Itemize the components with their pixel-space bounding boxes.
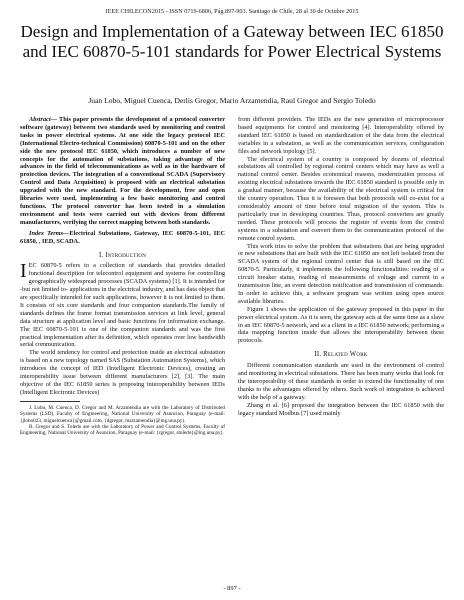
index-terms-label: Index Terms— <box>29 229 70 237</box>
right-paragraph-6: Zhang et al. [6] proposed the integration between the IEC 61850 with the legacy standard Modbus [7] used mainly <box>238 401 444 417</box>
paper-title: Design and Implementation of a Gateway between IEC 61850 and IEC 60870-5-101 standards for Power Electrical Systems <box>20 22 444 61</box>
right-paragraph-3: This work tries to solve the problem that substations that are being upgraded or new substations that are built with the IEC 61850 are not left isolated from the SCADA system of the regional control center that is still based on the IEC 60870-5. Particularly, it implements the following functionalities: reading of a circuit breaker status, reading of measurements of voltage and current in a transmission line, an event detection notification and transmission of commands. In order to achieve this, a software program was written using open source available libraries. <box>238 242 444 305</box>
section-heading-introduction: I. Introduction <box>98 251 147 259</box>
right-paragraph-2: The electrical system of a country is composed by dozens of electrical substations all controlled by regional control centers which may have as well a national control center. Besides economical reasons, modernization process of existing electrical substations towards the IEC 61850 standard is possible only in a gradual manner, because the availability of the electrical system is critical for the country operation. Thus it is foreseen that both protocols will co-exist for a considerably amount of time before total migration of the system. This is particularly true in developing countries. Thus, protocol converters are greatly needed. These protocols will process the register of events from the control systems in a substation and convert them to the communication protocol of the remote control system. <box>238 155 444 242</box>
drop-cap: I <box>20 260 27 283</box>
section-heading-related-work: II. Related Work <box>314 351 368 359</box>
index-terms-text: Electrical Substations, Gateway, IEC 60870-5-101, IEC 61850, , IED, SCADA. <box>20 229 225 245</box>
index-terms <box>20 230 225 246</box>
abstract <box>20 116 225 227</box>
footnote-affiliation-1: J. Lobo, M. Cuenca, D. Gregor and M. Arzamendia are with the Laboratory of Distributed Systems (LSD), Faculty of Engineering, National University of Asuncion, Paraguay (e-mail: {jlobo023, miguelcuenca}@gmail.com, {dgregor, marzamendia}@ing.una.py). <box>20 404 225 424</box>
left-column <box>20 116 225 576</box>
right-paragraph-4: Figure 1 shows the application of the gateway proposed in this paper in the power electrical system. As it is seen, the gateway acts at the same time as a slave in an IEC 60870-5 network, and as a client in a IEC 61850 network; performing a data mapping function inside that allows the interoperability between these protocols. <box>238 305 444 345</box>
abstract-text: This paper presents the development of a protocol converter software (gateway) between two standards used by monitoring and control tasks in power electrical systems. At one side the legacy protocol IEC (International Electro-technical Commission) 60870-5-101 and on the other side the new protocol IEC 61850, which introduces a number of new concepts for the automation of substations, taking advantage of the advances in the field of telecommunications as well as in the hardware of protection devices. The integration of a conventional SCADA (Supervisory Control and Data Acquisition) is proposed with an electrical substation upgraded with the new standard. For the development, free and open libraries were used, implementing a few basic monitoring and control functions. The protocol converter has been tested in a simulation environment and tests were carried out with devices from different manufacturers, verifying the correct mapping between both standards. <box>20 116 225 226</box>
intro-paragraph-1 <box>20 262 225 349</box>
right-paragraph-5: Different communication standards are used in the environment of control and monitoring in electrical substations. There has been many works that look for the interoperability of these standards in order to extend the functionality of one thanks to the advantages offered by others. Such work of integration is achieved with the help of a gateway. <box>238 362 444 401</box>
footnote-affiliation-2: R. Gregor and S. Toledo are with the Laboratory of Power and Control Systems, Faculty of Engineering, National University of Asuncion, Paraguay (e-mail: {rgregor, stoledo}@ing.una.py). <box>20 424 225 437</box>
right-paragraph-1: from different providers. The IEDs are the new generation of microprocessor based equipments for control and monitoring [4]. Interoperability offered by standard IEC 61850 is based on standardization of the data from the electrical variables in a substation, as well as the communication services, configuration files and network topology [5]. <box>238 116 444 155</box>
intro-paragraph-1-text: EC 60870-5 refers to a collection of standards that provides detailed functional description for telecontrol equipment and systems for controlling geographically widespread processes (SCADA systems) [1]. It is intended for -but not limited to- applications in the electrical industry, and has data object that are specifically intended for such applications, however it is not limited to them. It consists of six core standards and four companion standards.The family of standards defines the frame format transmission services at link level, general data structure at application level and basic functions for information exchange. The IEC 60870-5-101 is one of the companion standards and was the first practical implementation after its definition, which operates over low bandwidth serial communication. <box>20 262 225 349</box>
page-number: - 897 - <box>223 585 241 592</box>
running-header: IEEE CHILECON2015 - ISSN 0719-6806, Pág.897-903. Santiago de Chile, 28 al 30 de Octubre 2015 <box>105 8 359 15</box>
abstract-label: Abstract— <box>29 116 57 123</box>
right-column <box>238 116 444 578</box>
author-list: Juan Lobo, Miguel Cuenca, Derlis Gregor, Mario Arzamendia, Raul Gregor and Sergio Toledo <box>88 96 376 105</box>
intro-paragraph-2: The world tendency for control and protection inside an electrical substation is based on a new topology named SAS (Substation Automation Systems), which introduces the concept of IED (Intelligent Electronic Devices), creating an interoperability issue between different manufacturers [2], [3]. The main objective of the IEC 61850 series is proposing interoperability between IEDs (Intelligent Electronic Devices) <box>20 349 225 396</box>
footnote-divider <box>20 401 80 402</box>
